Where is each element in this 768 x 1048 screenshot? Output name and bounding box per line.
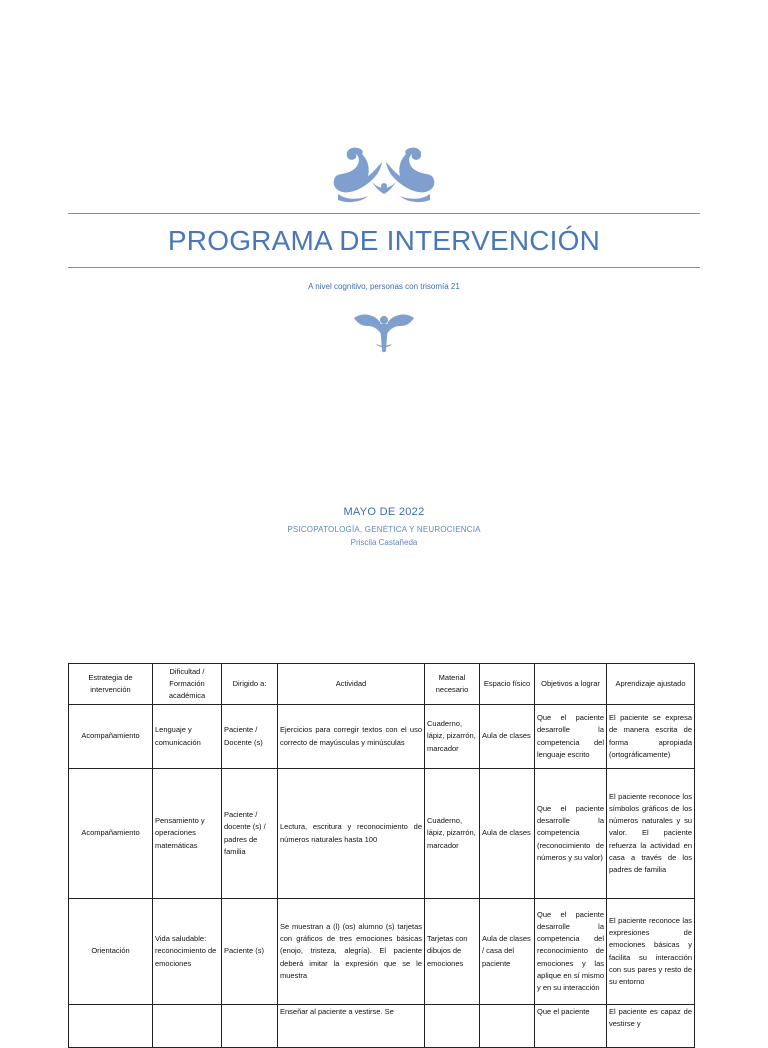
strategy-cell: Acompañamiento xyxy=(69,769,153,899)
strategy-cell xyxy=(69,1005,153,1048)
header-cell: Objetivos a lograr xyxy=(535,664,607,705)
header-cell: Aprendizaje ajustado xyxy=(607,664,695,705)
material-cell: Tarjetas con dibujos de emociones xyxy=(425,899,480,1005)
top-divider xyxy=(68,213,700,214)
objective-cell: Que el paciente xyxy=(535,1005,607,1048)
material-cell: Cuaderno, lápiz, pizarrón, marcador xyxy=(425,705,480,769)
strategy-cell: Acompañamiento xyxy=(69,705,153,769)
difficulty-cell: Vida saludable: reconocimiento de emociones xyxy=(153,899,222,1005)
table-row xyxy=(69,705,695,769)
header-cell: Espacio físico xyxy=(480,664,535,705)
header-cell: Material necesario xyxy=(425,664,480,705)
activity-cell: Enseñar al paciente a vestirse. Se xyxy=(278,1005,425,1048)
learning-cell: El paciente es capaz de vestirse y xyxy=(607,1005,695,1048)
difficulty-cell: Lenguaje y comunicación xyxy=(153,705,222,769)
target-cell xyxy=(222,1005,278,1048)
target-cell: Paciente / docente (s) / padres de familia xyxy=(222,769,278,899)
objective-cell: Que el paciente desarrolle la competencia (reconocimiento de números y su valor) xyxy=(535,769,607,899)
header-cell: Actividad xyxy=(278,664,425,705)
space-cell: Aula de clases xyxy=(480,705,535,769)
table-row xyxy=(69,769,695,899)
table-row xyxy=(69,899,695,1005)
material-cell xyxy=(425,1005,480,1048)
document-subtitle: A nivel cognitivo, personas con trisomía 21 xyxy=(308,282,460,291)
difficulty-cell xyxy=(153,1005,222,1048)
learning-cell: El paciente se expresa de manera escrita de forma apropiada (ortográficamente) xyxy=(607,705,695,769)
table-row xyxy=(69,1005,695,1048)
header-cell: Estrategia de intervención xyxy=(69,664,153,705)
material-cell: Cuaderno, lápiz, pizarrón, marcador xyxy=(425,769,480,899)
target-cell: Paciente / Docente (s) xyxy=(222,705,278,769)
course-name: PSICOPATOLOGÍA, GENÉTICA Y NEUROCIENCIA xyxy=(287,525,481,534)
document-title: PROGRAMA DE INTERVENCIÓN xyxy=(167,225,601,256)
activity-cell: Lectura, escritura y reconocimiento de números naturales hasta 100 xyxy=(278,769,425,899)
header-cell: Dirigido a: xyxy=(222,664,278,705)
difficulty-cell: Pensamiento y operaciones matemáticas xyxy=(153,769,222,899)
intervention-table xyxy=(68,663,695,1048)
space-cell: Aula de clases xyxy=(480,769,535,899)
objective-cell: Que el paciente desarrolle la competencia del reconocimiento de emociones y las aplique en sí mismo y en su interacción xyxy=(535,899,607,1005)
bottom-divider xyxy=(68,267,700,268)
target-cell: Paciente (s) xyxy=(222,899,278,1005)
space-cell xyxy=(480,1005,535,1048)
strategy-cell: Orientación xyxy=(69,899,153,1005)
objective-cell: Que el paciente desarrolle la competencia del lenguaje escrito xyxy=(535,705,607,769)
learning-cell: El paciente reconoce los símbolos gráficos de los números naturales y su valor. El paciente refuerza la actividad en casa a través de los padres de familia xyxy=(607,769,695,899)
activity-cell: Se muestran a (l) (os) alumno (s) tarjetas con gráficos de tres emociones básicas (enojo, tristeza, alegría). El paciente deberá imitar la expresión que se le muestra xyxy=(278,899,425,1005)
header-cell: Dificultad / Formación académica xyxy=(153,664,222,705)
floral-ornament-icon xyxy=(328,142,440,204)
learning-cell: El paciente reconoce las expresiones de emociones básicas y facilita su interacción con sus pares y resto de su entorno xyxy=(607,899,695,1005)
table-header-row xyxy=(69,664,695,705)
fleur-ornament-icon xyxy=(352,310,416,356)
document-date: MAYO DE 2022 xyxy=(343,506,425,518)
author-name: Priscila Castañeda xyxy=(350,538,418,547)
space-cell: Aula de clases / casa del paciente xyxy=(480,899,535,1005)
activity-cell: Ejercicios para corregir textos con el uso correcto de mayúsculas y minúsculas xyxy=(278,705,425,769)
